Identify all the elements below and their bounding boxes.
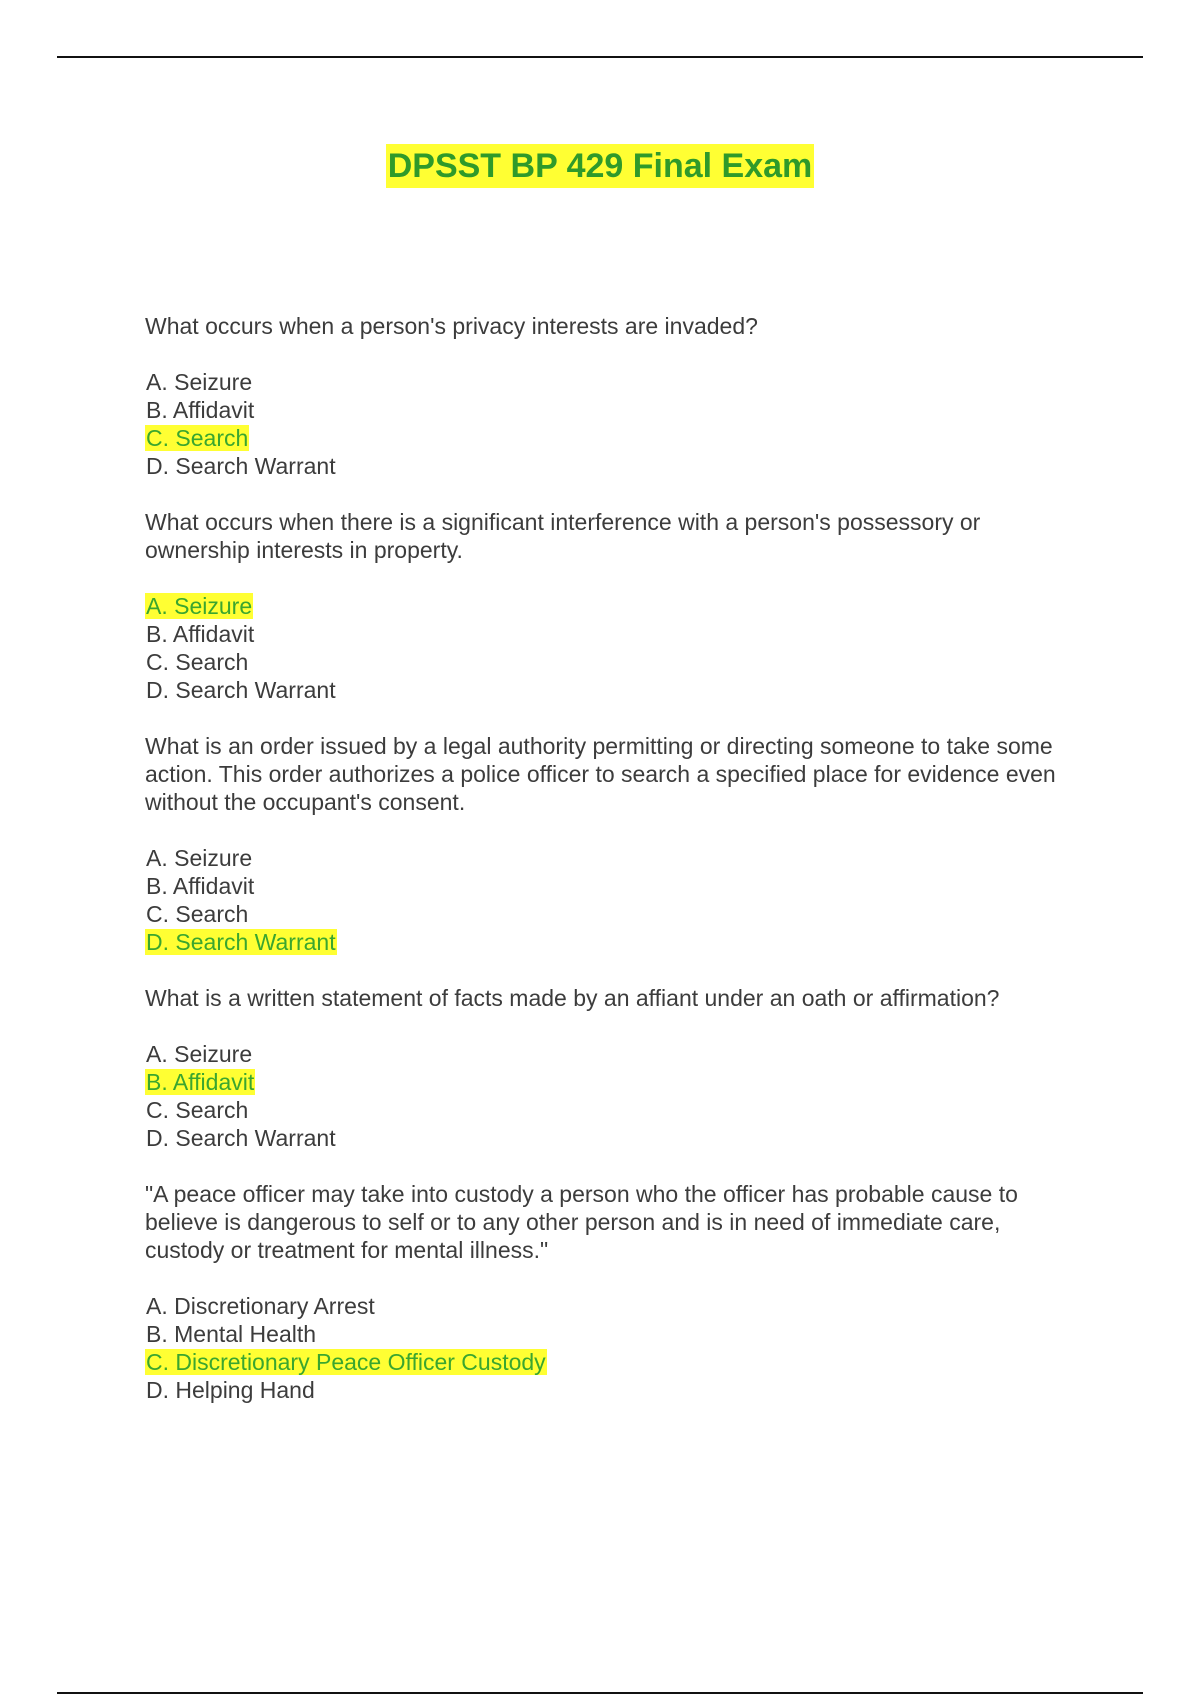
answer-options bbox=[145, 1040, 1075, 1152]
answer-option-correct: C. Search bbox=[146, 425, 249, 451]
answer-options bbox=[145, 592, 1075, 704]
answer-option: D. Search Warrant bbox=[146, 453, 336, 479]
question-block-1 bbox=[145, 312, 1075, 480]
answer-option-correct: A. Seizure bbox=[146, 593, 253, 619]
answer-option: C. Search bbox=[146, 649, 249, 675]
answer-option: A. Seizure bbox=[146, 1041, 253, 1067]
answer-option: A. Seizure bbox=[146, 845, 253, 871]
answer-option-correct: B. Affidavit bbox=[146, 1069, 255, 1095]
answer-option: A. Discretionary Arrest bbox=[146, 1293, 375, 1319]
answer-option: A. Seizure bbox=[146, 369, 253, 395]
answer-options bbox=[145, 1292, 1075, 1404]
question-text: What occurs when a person's privacy interests are invaded? bbox=[145, 313, 758, 339]
question-block-2 bbox=[145, 508, 1075, 704]
title-container bbox=[0, 144, 1200, 188]
answer-option: B. Affidavit bbox=[146, 621, 255, 647]
answer-option: D. Helping Hand bbox=[146, 1377, 315, 1403]
question-text: What is an order issued by a legal authority permitting or directing someone to take some action. This order authorizes a police officer to search a specified place for evidence even without the occupant's consent. bbox=[145, 733, 1056, 815]
answer-option: C. Search bbox=[146, 901, 249, 927]
answer-option-correct: D. Search Warrant bbox=[146, 929, 336, 955]
question-block-4 bbox=[145, 984, 1075, 1152]
answer-option: B. Mental Health bbox=[146, 1321, 317, 1347]
answer-option: D. Search Warrant bbox=[146, 677, 336, 703]
top-rule bbox=[57, 56, 1143, 58]
question-block-5 bbox=[145, 1180, 1075, 1404]
answer-options bbox=[145, 844, 1075, 956]
answer-options bbox=[145, 368, 1075, 480]
answer-option: B. Affidavit bbox=[146, 873, 255, 899]
answer-option: D. Search Warrant bbox=[146, 1125, 336, 1151]
bottom-rule bbox=[57, 1692, 1143, 1694]
question-text: "A peace officer may take into custody a person who the officer has probable cause to believe is dangerous to self or to any other person and is in need of immediate care, custody or treatment for mental illness." bbox=[145, 1181, 1018, 1263]
question-text: What occurs when there is a significant interference with a person's possessory or ownership interests in property. bbox=[145, 509, 981, 563]
answer-option: C. Search bbox=[146, 1097, 249, 1123]
page-title: DPSST BP 429 Final Exam bbox=[386, 144, 815, 188]
question-block-3 bbox=[145, 732, 1075, 956]
answer-option-correct: C. Discretionary Peace Officer Custody bbox=[146, 1349, 546, 1375]
answer-option: B. Affidavit bbox=[146, 397, 255, 423]
exam-content bbox=[145, 312, 1075, 1432]
question-text: What is a written statement of facts made by an affiant under an oath or affirmation? bbox=[145, 985, 1000, 1011]
